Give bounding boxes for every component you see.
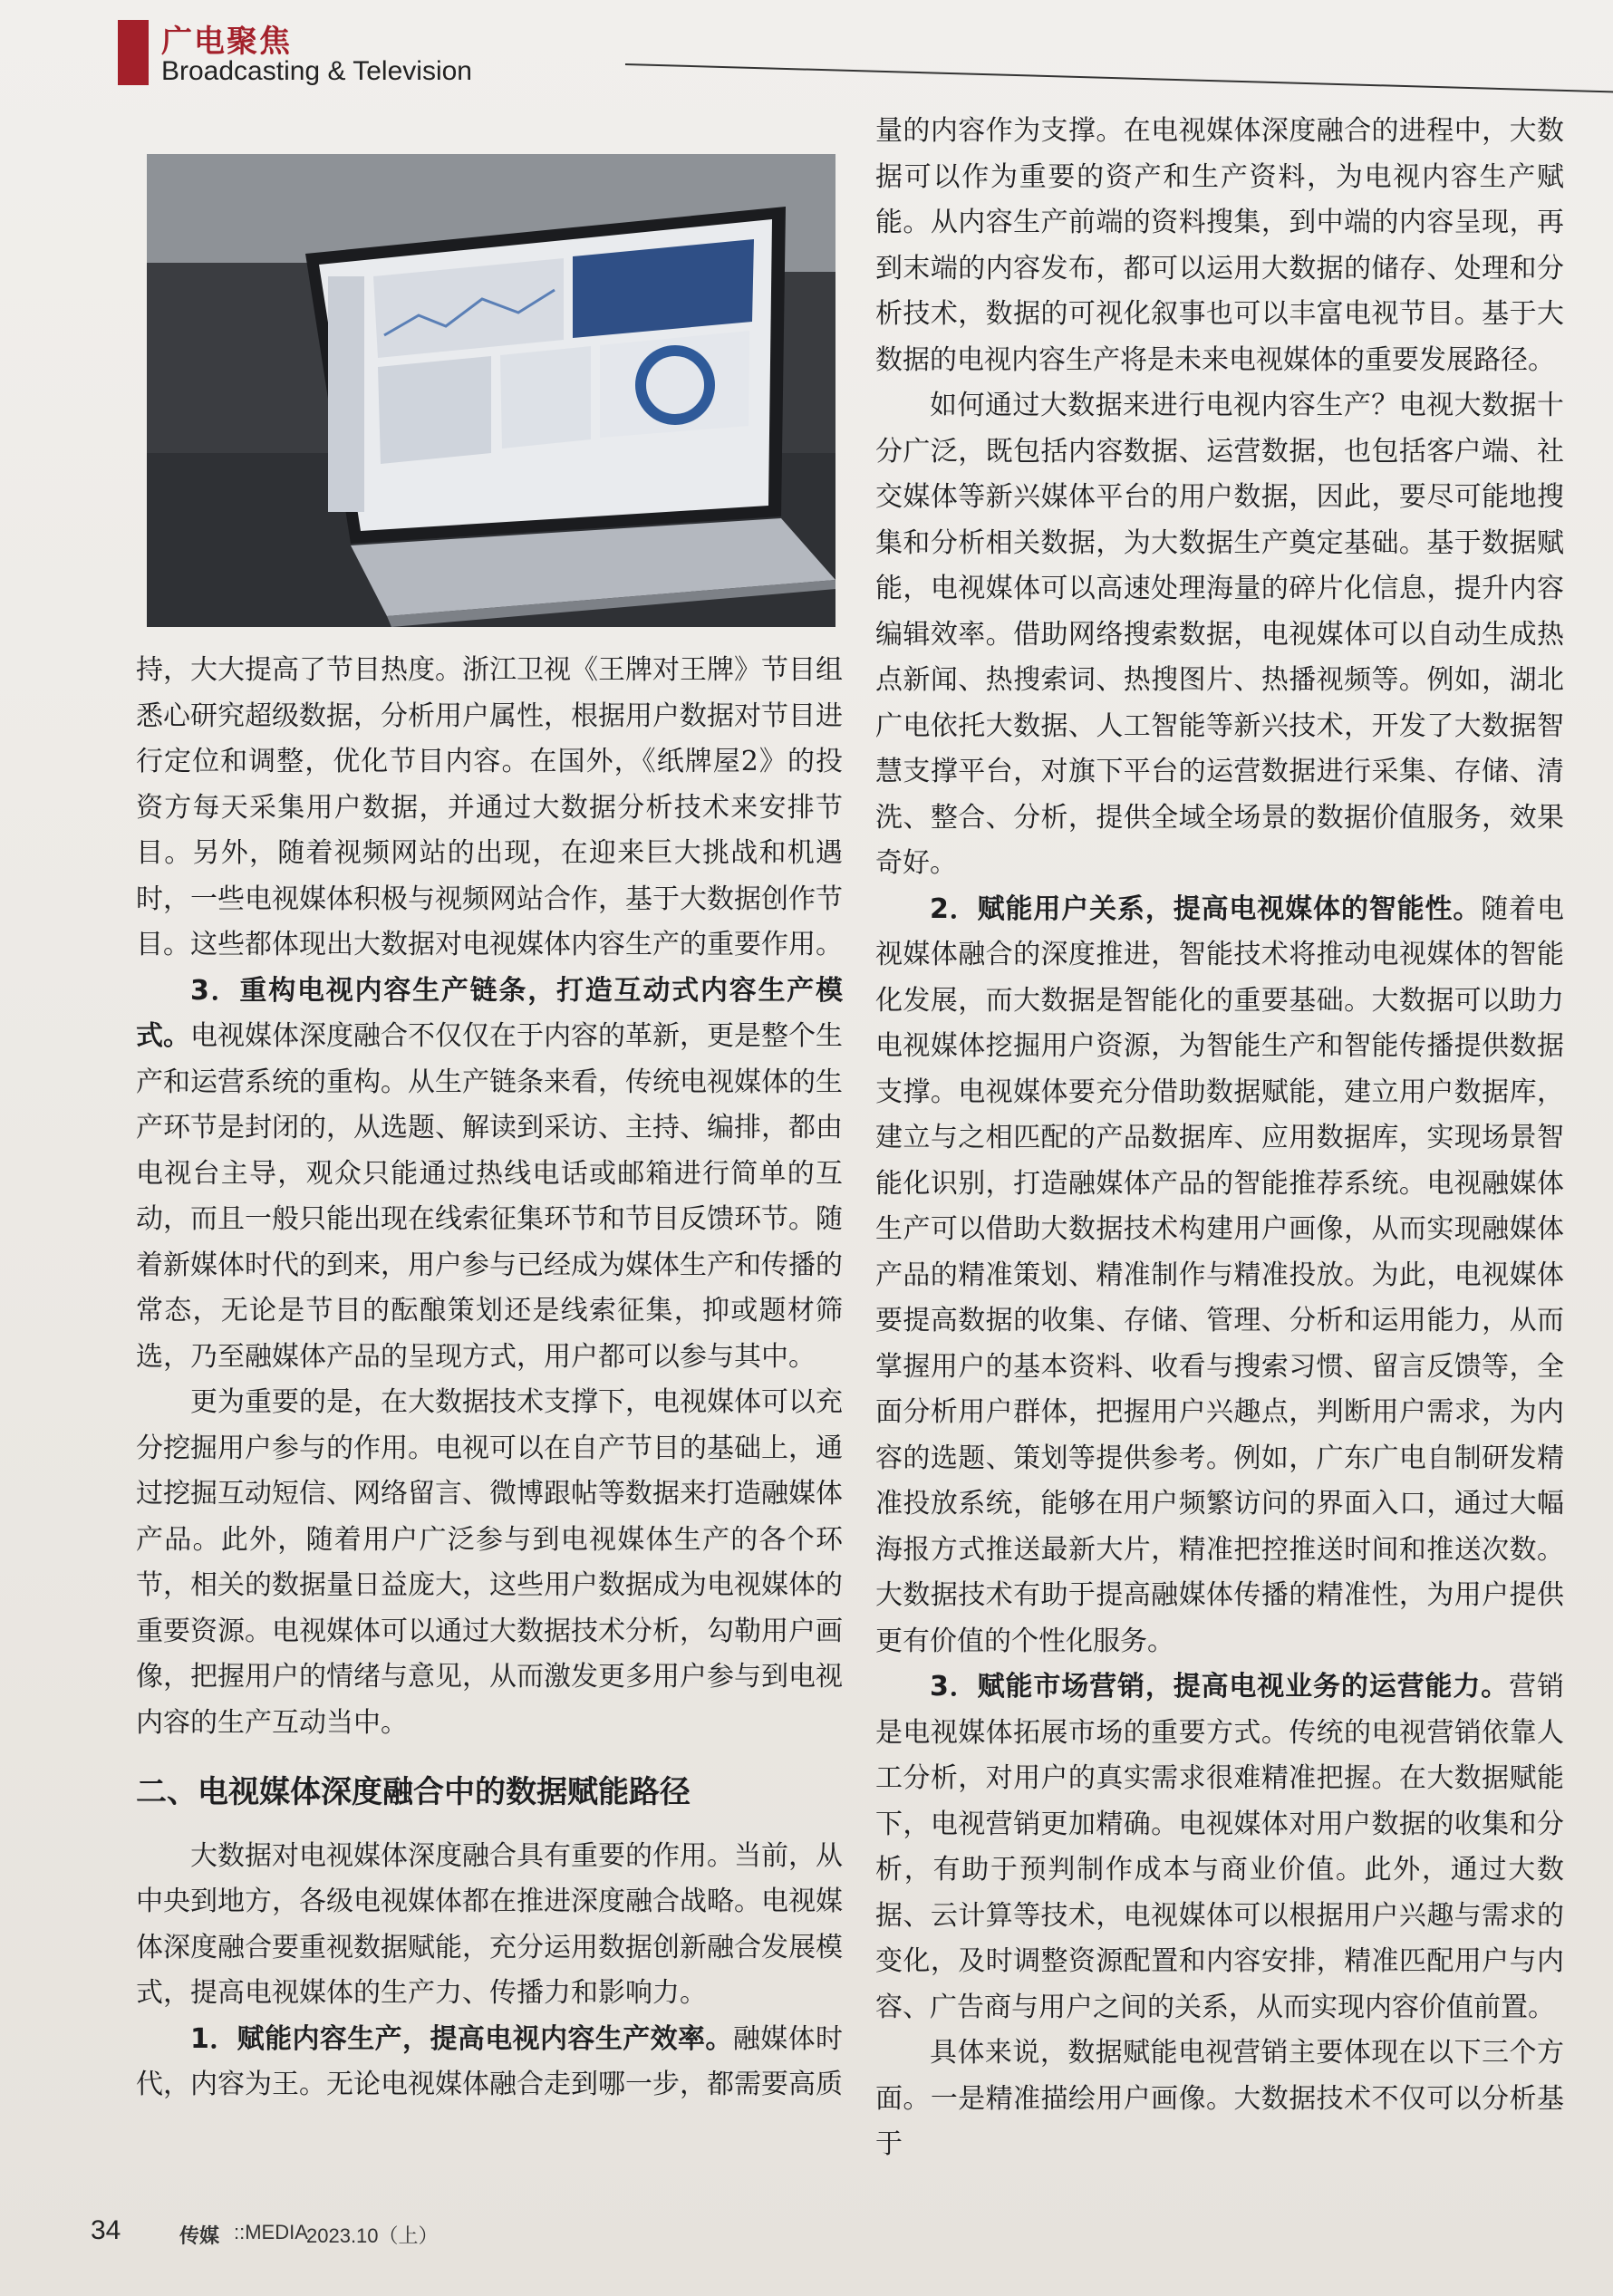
paragraph: 持，大大提高了节目热度。浙江卫视《王牌对王牌》节目组悉心研究超级数据，分析用户属性，根据用户数据对节目进行定位和调整，优化节目内容。在国外，《纸牌屋2》的投资方每天采集用户数据，并通过大数据分析技术来安排节目。另外，随着视频网站的出现，在迎来巨大挑战和机遇时，一些电视媒体积极与视频网站合作，基于大数据创作节目。这些都体现出大数据对电视媒体内容生产的重要作用。 bbox=[136, 654, 843, 960]
paragraph: 量的内容作为支撑。在电视媒体深度融合的进程中，大数据可以作为重要的资产和生产资料，为电视内容生产赋能。从内容生产前端的资料搜集，到中端的内容呈现，再到末端的内容发布，都可以运用大数据的储存、处理和分析技术，数据的可视化叙事也可以丰富电视节目。基于大数据的电视内容生产将是未来电视媒体的重要发展路径。 bbox=[875, 115, 1564, 376]
paragraph-body: 随着电视媒体融合的深度推进，智能技术将推动电视媒体的智能化发展，而大数据是智能化的重要基础。大数据可以助力电视媒体挖掘用户资源，为智能生产和智能传播提供数据支撑。电视媒体要充分借助数据赋能，建立用户数据库，建立与之相匹配的产品数据库、应用数据库，实现场景智能化识别，打造融媒体产品的智能推荐系统。电视融媒体生产可以借助大数据技术构建用户画像，从而实现融媒体产品的精准策划、精准制作与精准投放。为此，电视媒体要提高数据的收集、存储、管理、分析和运用能力，从而掌握用户的基本资料、收看与搜索习惯、留言反馈等，全面分析用户群体，把握用户兴趣点，判断用户需求，为内容的选题、策划等提供参考。例如，广东广电自制研发精准投放系统，能够在用户频繁访问的界面入口，通过大幅海报方式推送最新大片，精准把控推送时间和推送次数。大数据技术有助于提高融媒体传播的精准性，为用户提供更有价值的个性化服务。 bbox=[875, 892, 1565, 1657]
section-title-cn: 广电聚焦 bbox=[161, 24, 292, 60]
paragraph bbox=[136, 2017, 843, 2108]
page-header bbox=[118, 16, 1531, 89]
issue-date: 2023.10（上） bbox=[306, 2224, 439, 2247]
paragraph bbox=[875, 1664, 1564, 2031]
laptop-photo bbox=[147, 154, 835, 627]
left-column bbox=[136, 648, 843, 2108]
paragraph: 更为重要的是，在大数据技术支撑下，电视媒体可以充分挖掘用户参与的作用。电视可以在自产节目的基础上，通过挖掘互动短信、网络留言、微博跟帖等数据来打造融媒体产品。此外，随着用户广泛参与到电视媒体生产的各个环节，相关的数据量日益庞大，这些用户数据成为电视媒体的重要资源。电视媒体可以通过大数据技术分析，勾勒用户画像，把握用户的情绪与意见，从而激发更多用户参与到电视内容的生产互动当中。 bbox=[136, 1386, 843, 1739]
page-footer bbox=[91, 2215, 997, 2252]
paragraph: 如何通过大数据来进行电视内容生产？电视大数据十分广泛，既包括内容数据、运营数据，也包括客户端、社交媒体等新兴媒体平台的用户数据，因此，要尽可能地搜集和分析相关数据，为大数据生产奠定基础。基于数据赋能，电视媒体可以高速处理海量的碎片化信息，提升内容编辑效率。借助网络搜索数据，电视媒体可以自动生成热点新闻、热搜索词、热搜图片、热播视频等。例如，湖北广电依托大数据、人工智能等新兴技术，开发了大数据智慧支撑平台，对旗下平台的运营数据进行采集、存储、清洗、整合、分析，提供全域全场景的数据价值服务，效果奇好。 bbox=[875, 390, 1564, 879]
right-column bbox=[875, 109, 1564, 2168]
publication-brand: ::MEDIA bbox=[234, 2221, 308, 2243]
paragraph-body: 融媒体时代，内容为王。无论电视媒体融合走到哪一步，都需要高质 bbox=[136, 2022, 844, 2100]
subheading: 3．重构电视内容生产链条，打造互动式内容生产模式。 bbox=[136, 974, 843, 1052]
publication-name: 传媒 bbox=[179, 2224, 220, 2247]
paragraph bbox=[875, 887, 1564, 1665]
paragraph bbox=[136, 969, 843, 1381]
header-accent-bar bbox=[118, 20, 149, 85]
header-rule bbox=[625, 63, 1613, 94]
subheading: 2．赋能用户关系，提高电视媒体的智能性。 bbox=[930, 892, 1482, 925]
subheading: 1．赋能内容生产，提高电视内容生产效率。 bbox=[190, 2022, 733, 2055]
section-title-en: Broadcasting & Television bbox=[161, 56, 472, 86]
page-number: 34 bbox=[91, 2215, 121, 2245]
subheading: 3．赋能市场营销，提高电视业务的运营能力。 bbox=[930, 1671, 1510, 1703]
paragraph: 大数据对电视媒体深度融合具有重要的作用。当前，从中央到地方，各级电视媒体都在推进深度融合战略。电视媒体深度融合要重视数据赋能，充分运用数据创新融合发展模式，提高电视媒体的生产力、传播力和影响力。 bbox=[136, 1839, 843, 2009]
paragraph-body: 电视媒体深度融合不仅仅在于内容的革新，更是整个生产和运营系统的重构。从生产链条来看，传统电视媒体的生产环节是封闭的，从选题、解读到采访、主持、编排，都由电视台主导，观众只能通过热线电话或邮箱进行简单的互动，而且一般只能出现在线索征集环节和节目反馈环节。随着新媒体时代的到来，用户参与已经成为媒体生产和传播的常态，无论是节目的酝酿策划还是线索征集，抑或题材筛选，乃至融媒体产品的呈现方式，用户都可以参与其中。 bbox=[136, 1020, 843, 1373]
paragraph-body: 营销是电视媒体拓展市场的重要方式。传统的电视营销依靠人工分析，对用户的真实需求很难精准把握。在大数据赋能下，电视营销更加精确。电视媒体对用户数据的收集和分析，有助于预判制作成本与商业价值。此外，通过大数据、云计算等技术，电视媒体可以根据用户兴趣与需求的变化，及时调整资源配置和内容安排，精准匹配用户与内容、广告商与用户之间的关系，从而实现内容价值前置。 bbox=[875, 1671, 1565, 2023]
paragraph: 具体来说，数据赋能电视营销主要体现在以下三个方面。一是精准描绘用户画像。大数据技术不仅可以分析基于 bbox=[875, 2037, 1564, 2160]
section-heading: 二、电视媒体深度融合中的数据赋能路径 bbox=[136, 1774, 691, 1810]
